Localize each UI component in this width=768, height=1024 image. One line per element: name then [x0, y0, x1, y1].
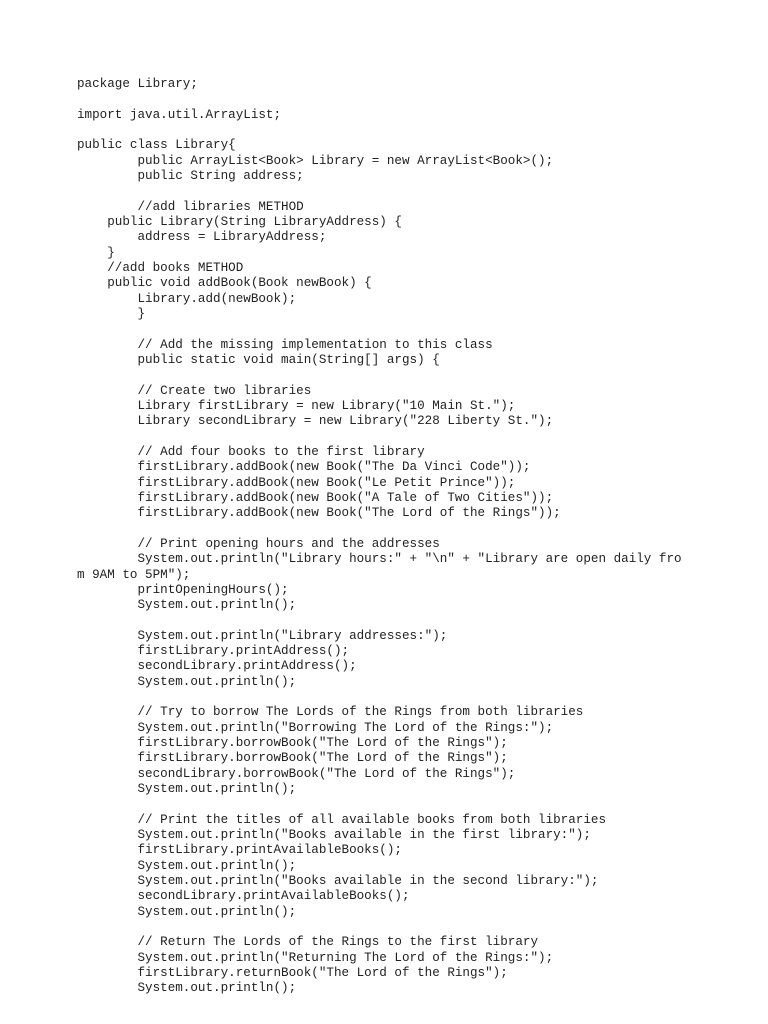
code-line: firstLibrary.borrowBook("The Lord of the Rings");: [77, 736, 508, 751]
code-line: printOpeningHours();: [77, 582, 289, 597]
blank-line: [77, 797, 682, 812]
code-line: System.out.println();: [77, 904, 297, 919]
code-line: System.out.println("Borrowing The Lord of the Rings:");: [77, 720, 554, 735]
code-line: System.out.println("Books available in the first library:");: [77, 828, 591, 843]
code-line: System.out.println("Library hours:" + "\n" + "Library are open daily fro: [77, 552, 682, 567]
code-line: public void addBook(Book newBook) {: [77, 276, 372, 291]
blank-line: [77, 92, 682, 107]
blank-line: [77, 690, 682, 705]
blank-line: [77, 123, 682, 138]
code-line: // Print the titles of all available books from both libraries: [77, 812, 607, 827]
code-line: firstLibrary.borrowBook("The Lord of the Rings");: [77, 751, 508, 766]
code-line: Library.add(newBook);: [77, 291, 297, 306]
code-line: System.out.println();: [77, 858, 297, 873]
code-line: }: [77, 306, 146, 321]
code-line: // Create two libraries: [77, 383, 312, 398]
code-line: System.out.println();: [77, 674, 297, 689]
blank-line: [77, 920, 682, 935]
code-line: public ArrayList<Book> Library = new ArrayList<Book>();: [77, 153, 554, 168]
code-line: address = LibraryAddress;: [77, 230, 327, 245]
code-line: System.out.println();: [77, 782, 297, 797]
code-line: firstLibrary.addBook(new Book("A Tale of Two Cities"));: [77, 490, 554, 505]
code-line: Library firstLibrary = new Library("10 Main St.");: [77, 398, 516, 413]
code-line: //add libraries METHOD: [77, 199, 304, 214]
code-line: secondLibrary.printAvailableBooks();: [77, 889, 410, 904]
code-line: firstLibrary.addBook(new Book("The Lord of the Rings"));: [77, 506, 561, 521]
code-line: import java.util.ArrayList;: [77, 107, 282, 122]
code-line: public class Library{: [77, 138, 236, 153]
code-line: m 9AM to 5PM");: [77, 567, 191, 582]
blank-line: [77, 368, 682, 383]
code-line: firstLibrary.printAvailableBooks();: [77, 843, 402, 858]
code-line: }: [77, 245, 115, 260]
code-line: System.out.println("Books available in the second library:");: [77, 874, 599, 889]
code-line: firstLibrary.returnBook("The Lord of the Rings");: [77, 966, 508, 981]
code-line: secondLibrary.borrowBook("The Lord of the Rings");: [77, 766, 516, 781]
blank-line: [77, 613, 682, 628]
blank-line: [77, 184, 682, 199]
code-line: firstLibrary.printAddress();: [77, 644, 350, 659]
code-line: public Library(String LibraryAddress) {: [77, 214, 402, 229]
code-line: Library secondLibrary = new Library("228 Liberty St.");: [77, 414, 554, 429]
blank-line: [77, 430, 682, 445]
code-line: System.out.println("Returning The Lord of the Rings:");: [77, 950, 554, 965]
code-line: // Add four books to the first library: [77, 444, 425, 459]
code-line: // Try to borrow The Lords of the Rings from both libraries: [77, 705, 584, 720]
code-line: package Library;: [77, 77, 198, 91]
code-line: //add books METHOD: [77, 260, 244, 275]
code-line: public static void main(String[] args) {: [77, 352, 440, 367]
code-line: firstLibrary.addBook(new Book("Le Petit Prince"));: [77, 475, 516, 490]
code-line: public String address;: [77, 168, 304, 183]
code-line: System.out.println();: [77, 981, 297, 996]
code-line: // Print opening hours and the addresses: [77, 536, 440, 551]
code-line: firstLibrary.addBook(new Book("The Da Vinci Code"));: [77, 460, 531, 475]
code-line: secondLibrary.printAddress();: [77, 659, 357, 674]
blank-line: [77, 522, 682, 537]
code-line: // Return The Lords of the Rings to the first library: [77, 935, 539, 950]
code-line: System.out.println("Library addresses:");: [77, 628, 448, 643]
code-listing: [77, 77, 682, 997]
code-line: // Add the missing implementation to this class: [77, 337, 493, 352]
code-line: System.out.println();: [77, 598, 297, 613]
blank-line: [77, 322, 682, 337]
